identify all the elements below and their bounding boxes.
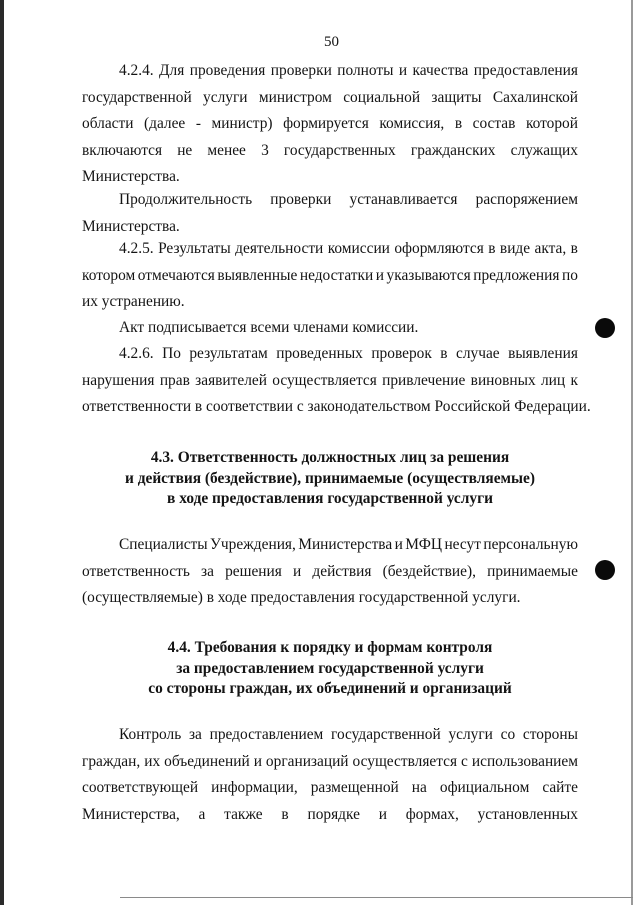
word: в	[440, 345, 448, 362]
word: их устранению.	[82, 293, 185, 310]
word: принимаемые	[487, 562, 578, 580]
word: и	[398, 62, 408, 79]
word: социальной	[343, 88, 421, 106]
word: комиссии	[327, 240, 390, 257]
word: распоряжением	[475, 191, 578, 208]
section-heading-4-4	[82, 638, 578, 700]
word: 4.2.6.	[119, 345, 154, 362]
word: предоставлением	[209, 726, 324, 743]
page-bottom-edge	[120, 897, 633, 898]
paragraph-line	[82, 111, 578, 138]
punch-hole-mark	[595, 318, 615, 338]
word: лиц	[540, 371, 566, 389]
word: на	[411, 779, 427, 796]
word: по	[561, 266, 578, 284]
word: выявленные	[217, 266, 298, 284]
word: нарушения	[82, 371, 155, 389]
paragraph-4-2-4	[82, 58, 578, 191]
word: установленных	[477, 805, 578, 823]
word: проведения	[189, 62, 266, 79]
word: услуги	[448, 726, 493, 743]
word: формах,	[405, 805, 459, 823]
paragraph-4-2-5	[82, 236, 578, 316]
word: Министерства	[298, 536, 393, 553]
word: (далее	[144, 115, 186, 132]
paragraph-line	[82, 58, 578, 85]
paragraph-line	[82, 749, 578, 776]
paragraph-line	[82, 315, 578, 342]
word: информации,	[211, 779, 298, 796]
word: гражданских	[410, 141, 496, 159]
word: услуги	[203, 88, 248, 106]
word: государственной	[82, 88, 192, 106]
word: организаций	[265, 752, 349, 770]
word: предложения	[473, 266, 560, 284]
word: объединений	[164, 752, 250, 770]
paragraph-line	[82, 341, 578, 368]
paragraph-duration	[82, 187, 578, 240]
word: персональную	[483, 536, 578, 553]
word: официальном	[439, 779, 530, 796]
word: предоставления	[473, 62, 578, 79]
word: деятельности	[235, 240, 324, 257]
word: также	[224, 805, 263, 823]
word: Акт подписывается всеми членами комиссии.	[119, 319, 419, 336]
paragraph-4-2-6	[82, 341, 591, 421]
paragraph-line	[82, 263, 578, 290]
paragraph-line	[82, 236, 578, 263]
word: и	[253, 752, 262, 770]
paragraph-line	[82, 775, 578, 802]
word: защиты	[431, 88, 482, 106]
word: ответственность	[82, 562, 190, 580]
word: Специалисты	[119, 536, 208, 553]
word: ответственности в соответствии с законодательством Российской Федерации.	[82, 398, 591, 415]
word: прав	[159, 371, 190, 389]
word: отмечаются	[137, 266, 215, 284]
paragraph-line	[82, 85, 578, 112]
word: включаются	[82, 141, 163, 159]
paragraph-line	[82, 559, 578, 586]
word: за	[201, 562, 214, 580]
word: (бездействие),	[382, 562, 476, 580]
word: состав	[472, 115, 516, 132]
word: 4.2.4.	[119, 62, 154, 79]
word: в	[454, 115, 463, 132]
word: в	[281, 805, 289, 823]
word: государственных	[283, 141, 396, 159]
word: несут	[444, 536, 481, 553]
word: 3	[261, 141, 269, 159]
word: проведенных	[276, 345, 363, 362]
paragraph-line	[82, 532, 578, 559]
paragraph-control	[82, 722, 578, 828]
word: осуществляется	[352, 752, 458, 770]
scan-left-edge	[0, 0, 4, 905]
word: Министерства.	[82, 168, 180, 185]
paragraph-line	[82, 187, 578, 214]
word: оформляются	[394, 240, 484, 257]
paragraph-specialists	[82, 532, 578, 612]
word: граждан,	[82, 752, 141, 770]
word: качества	[412, 62, 469, 79]
word: Контроль	[119, 726, 182, 743]
word: Министерства,	[82, 805, 180, 823]
word: решения	[225, 562, 282, 580]
word: в	[570, 240, 578, 257]
word: 4.2.5.	[119, 240, 154, 257]
word: Сахалинской	[492, 88, 578, 106]
word: виновных	[470, 371, 536, 389]
word: -	[195, 115, 201, 132]
word: акта,	[534, 240, 567, 257]
word: проверки	[270, 191, 332, 208]
word: виде	[499, 240, 531, 257]
paragraph-line	[82, 289, 578, 316]
word: их	[144, 752, 161, 770]
word: проверки	[270, 62, 332, 79]
word: области	[82, 115, 134, 132]
word: осуществляется	[272, 371, 377, 389]
word: МФЦ	[405, 536, 443, 553]
word: заявителей	[195, 371, 267, 389]
paragraph-line	[82, 138, 578, 165]
word: формируется	[283, 115, 369, 132]
paragraph-line	[82, 368, 578, 395]
word: Для	[159, 62, 185, 79]
word: не	[177, 141, 193, 159]
paragraph-line	[82, 802, 578, 829]
word: и	[394, 536, 403, 553]
word: Результаты	[158, 240, 231, 257]
word: указываются	[386, 266, 471, 284]
heading-line: 4.4. Требования к порядку и формам контроля	[167, 639, 493, 656]
word: комиссия,	[379, 115, 445, 132]
heading-line: и действия (бездействие), принимаемые (осуществляемые)	[124, 469, 536, 487]
word: недостатки	[299, 266, 374, 284]
word: которой	[525, 115, 578, 132]
word: привлечение	[382, 371, 466, 389]
word: (осуществляемые) в ходе предоставления государственной услуги.	[82, 589, 521, 606]
word: выявления	[508, 345, 578, 362]
heading-line: 4.3. Ответственность должностных лиц за решения	[150, 449, 510, 466]
word: полноты	[337, 62, 394, 79]
word: использованием	[471, 752, 578, 770]
word: действия	[312, 562, 372, 580]
word: служащих	[510, 141, 578, 159]
heading-line: со стороны граждан, их объединений и организаций	[148, 680, 512, 697]
word: размещенной	[310, 779, 399, 796]
word: к	[570, 371, 578, 389]
word: котором	[82, 266, 136, 284]
word: По	[162, 345, 181, 362]
word: и	[375, 266, 384, 284]
word: соответствующей	[82, 779, 199, 796]
paragraph-line	[82, 722, 578, 749]
word: случае	[456, 345, 500, 362]
word: со	[500, 726, 516, 743]
word: в	[488, 240, 496, 257]
word: с	[461, 752, 468, 770]
word: за	[188, 726, 202, 743]
word: министром	[258, 88, 332, 106]
word: проверок	[371, 345, 432, 362]
word: а	[198, 805, 206, 823]
page-number: 50	[324, 34, 339, 50]
paragraph-act-signed	[82, 315, 578, 342]
word: и	[293, 562, 302, 580]
word: и	[378, 805, 387, 823]
word: устанавливается	[349, 191, 458, 208]
word: министр)	[211, 115, 273, 132]
heading-line: в ходе предоставления государственной услуги	[167, 490, 493, 507]
word: стороны	[522, 726, 578, 743]
word: менее	[207, 141, 246, 159]
section-heading-4-3	[82, 448, 578, 510]
word: Учреждения,	[210, 536, 296, 553]
paragraph-line	[82, 585, 578, 612]
word: государственной	[331, 726, 441, 743]
punch-hole-mark	[595, 560, 615, 580]
word: результатам	[189, 345, 268, 362]
word: сайте	[542, 779, 578, 796]
word: Продолжительность	[119, 191, 253, 208]
word: порядке	[307, 805, 360, 823]
word: Министерства.	[82, 217, 180, 235]
paragraph-line	[82, 394, 591, 421]
heading-line: за предоставлением государственной услуги	[176, 659, 484, 677]
